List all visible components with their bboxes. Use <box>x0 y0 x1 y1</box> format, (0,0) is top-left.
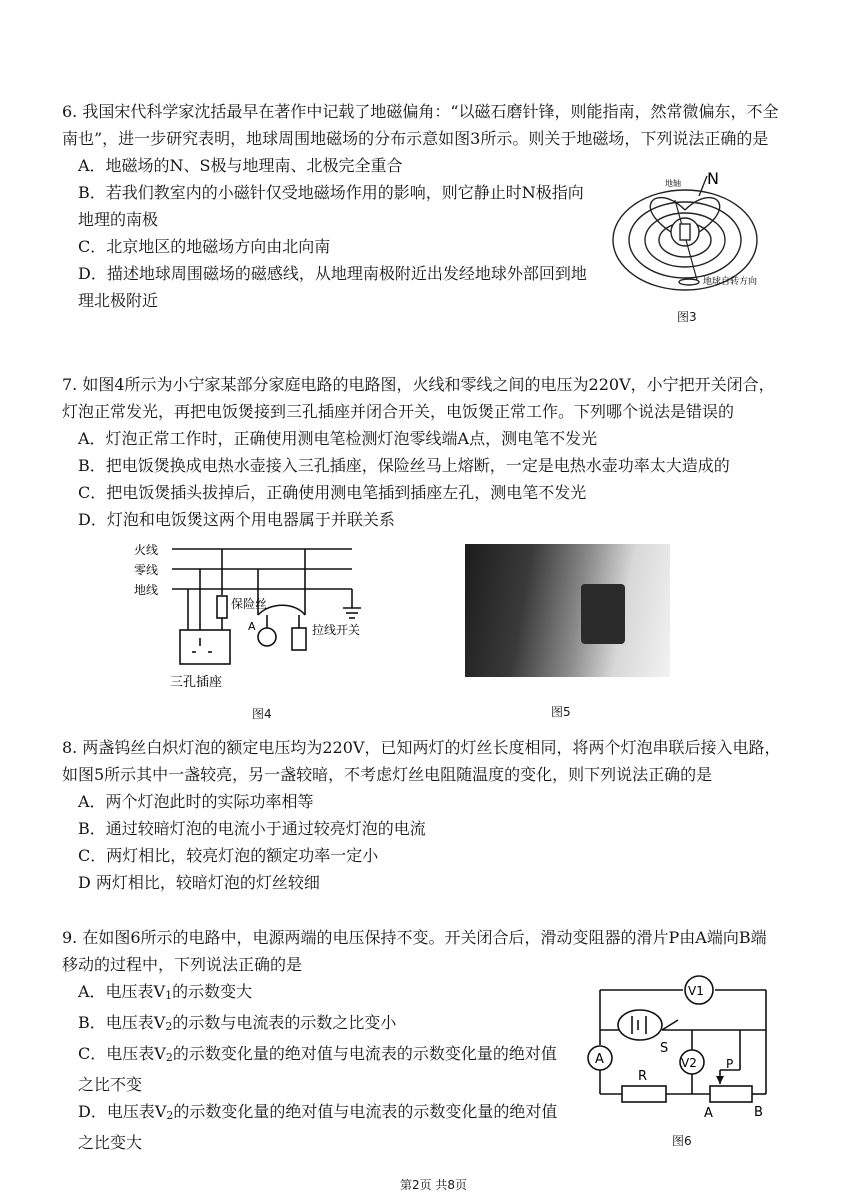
question-9-option-a-pre: A．电压表V <box>78 982 166 1001</box>
question-6-option-b: B．若我们教室内的小磁针仅受地磁场作用的影响，则它静止时N极指向地理的南极 <box>78 183 584 229</box>
figure-6-caption: 图6 <box>672 1134 692 1148</box>
figure-4-switch-label: 拉线开关 <box>312 623 361 637</box>
question-8-option-a: A．两个灯泡此时的实际功率相等 <box>78 792 314 811</box>
question-6-option-a: A．地磁场的N、S极与地理南、北极完全重合 <box>78 156 403 175</box>
figure-3-rotation-label: 地球自转方向 <box>703 277 758 287</box>
figure-3-caption: 图3 <box>677 310 697 324</box>
figure-5-bulb-photo <box>465 544 670 677</box>
question-9-option-a-sub: 1 <box>165 989 173 1002</box>
question-7-option-c: C．把电饭煲插头拔掉后，正确使用测电笔插到插座左孔，测电笔不发光 <box>78 483 587 502</box>
figure-4-household-circuit <box>130 540 370 695</box>
question-6-stem: 6. 我国宋代科学家沈括最早在著作中记载了地磁偏角：“以磁石磨针锋，则能指南，然常微偏东，不全南也”，进一步研究表明，地球周围地磁场的分布示意如图3所示。则关于地磁场，下列说法正确的是 <box>62 102 779 148</box>
question-9-option-b-post: 的示数与电流表的示数之比变小 <box>172 1013 397 1032</box>
figure-3-axis-label: 地轴 <box>665 179 681 188</box>
figure-4-caption: 图4 <box>252 707 272 721</box>
figure-4-live-wire-label: 火线 <box>134 543 159 557</box>
figure-4-fuse-label: 保险丝 <box>231 597 268 611</box>
question-9-option-c-pre: C．电压表V <box>78 1044 166 1063</box>
question-8 <box>62 734 782 896</box>
figure-6-v1-label: V1 <box>688 984 704 998</box>
figure-6-end-a-label: A <box>704 1106 713 1121</box>
question-9-option-d-post: 的示数变化量的绝对值与电流表的示数变化量的绝对值之比变大 <box>78 1102 558 1152</box>
question-9-option-a <box>62 978 562 1009</box>
question-9-option-b <box>62 1009 562 1040</box>
question-9-option-d-pre: D．电压表V <box>78 1102 167 1121</box>
figure-6-switch-label: S <box>660 1041 669 1056</box>
question-7 <box>62 371 782 533</box>
figure-4-socket-label: 三孔插座 <box>170 675 223 690</box>
question-6-option-d: D．描述地球周围磁场的磁感线，从地理南极附近出发经地球外部回到地理北极附近 <box>78 264 587 310</box>
figure-3-n-label: N <box>707 170 719 188</box>
question-8-option-c: C．两灯相比，较亮灯泡的额定功率一定小 <box>78 846 379 865</box>
question-9-option-b-pre: B．电压表V <box>78 1013 166 1032</box>
question-7-option-b: B．把电饭煲换成电热水壶接入三孔插座，保险丝马上熔断，一定是电热水壶功率太大造成的 <box>78 456 730 475</box>
question-9-option-c-sub: 2 <box>165 1051 173 1064</box>
question-9-option-c <box>62 1040 562 1098</box>
page-footer: 第2页 共8页 <box>399 1178 468 1192</box>
figure-6-end-b-label: B <box>754 1105 763 1120</box>
question-7-option-a: A．灯泡正常工作时，正确使用测电笔检测灯泡零线端A点，测电笔不发光 <box>78 429 598 448</box>
question-9-option-b-sub: 2 <box>165 1020 173 1033</box>
question-9-option-d <box>62 1098 562 1156</box>
question-9-stem: 9. 在如图6所示的电路中，电源两端的电压保持不变。开关闭合后，滑动变阻器的滑片P由A端向B端移动的过程中，下列说法正确的是 <box>62 928 767 974</box>
figure-4-ground-wire-label: 地线 <box>134 583 159 597</box>
figure-4-neutral-wire-label: 零线 <box>134 563 159 577</box>
question-8-option-d: D 两灯相比，较暗灯泡的灯丝较细 <box>78 873 320 892</box>
question-9-option-d-sub: 2 <box>166 1109 174 1122</box>
figure-6-circuit <box>580 970 780 1122</box>
figure-6-ammeter-label: A <box>595 1052 604 1067</box>
question-7-stem: 7. 如图4所示为小宁家某部分家庭电路的电路图，火线和零线之间的电压为220V，小宁把开关闭合，灯泡正常发光，再把电饭煲接到三孔插座并闭合开关，电饭煲正常工作。下列哪个说法是错误的 <box>62 375 775 421</box>
figure-5-caption: 图5 <box>551 705 571 719</box>
figure-4-point-a-label: A <box>248 620 256 633</box>
figure-5-bulb-shape <box>581 584 625 644</box>
figure-6-resistor-label: R <box>638 1069 648 1084</box>
question-6-option-c: C．北京地区的地磁场方向由北向南 <box>78 237 331 256</box>
figure-6-v2-label: V2 <box>681 1056 697 1070</box>
figure-3-earth-magnetic-field <box>605 170 785 305</box>
figure-6-p-label: P <box>726 1057 734 1071</box>
question-8-stem: 8. 两盏钨丝白炽灯泡的额定电压均为220V，已知两灯的灯丝长度相同，将两个灯泡串联后接入电路，如图5所示其中一盏较亮，另一盏较暗，不考虑灯丝电阻随温度的变化，则下列说法正确的是 <box>62 738 781 784</box>
question-9-option-c-post: 的示数变化量的绝对值与电流表的示数变化量的绝对值之比不变 <box>78 1044 557 1094</box>
question-9-option-a-post: 的示数变大 <box>172 982 253 1001</box>
question-7-option-d: D．灯泡和电饭煲这两个用电器属于并联关系 <box>78 510 395 529</box>
question-8-option-b: B．通过较暗灯泡的电流小于通过较亮灯泡的电流 <box>78 819 426 838</box>
